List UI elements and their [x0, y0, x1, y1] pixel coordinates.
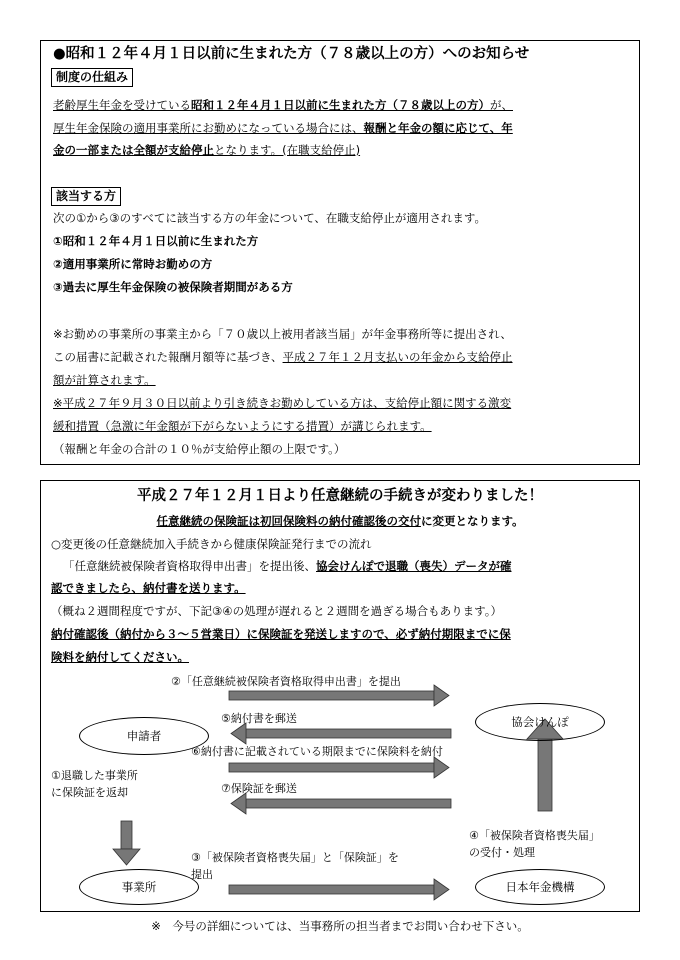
step6-label: ⑥納付書に記載されている期限までに保険料を納付: [191, 745, 443, 758]
step1-label-line2: に保険証を返却: [51, 786, 128, 799]
applicable-intro: 次の①から③のすべてに該当する方の年金について、在職支給停止が適用されます。: [53, 211, 487, 225]
continuation-notice-box: [40, 480, 640, 912]
condition-1: ①昭和１２年４月１日以前に生まれた方: [53, 234, 259, 248]
flow-diagram: [41, 481, 639, 911]
continuation-subtitle: 任意継続の保険証は初回保険料の納付確認後の交付に変更となります。: [156, 514, 524, 528]
step3-label-line2: 提出: [191, 868, 213, 881]
system-label: 制度の仕組み: [51, 68, 133, 87]
step7-label: ⑦保険証を郵送: [221, 782, 297, 795]
step7-arrow: [231, 793, 451, 814]
applicant-node: 申請者: [79, 717, 209, 755]
kyokai-node: 協会けんぽ: [475, 703, 605, 741]
note1-line2: この届書に記載された報酬月額等に基づき、平成２７年１２月支払いの年金から支給停止: [53, 350, 513, 364]
nenkin-node: 日本年金機構: [475, 869, 605, 905]
footer-note: ※ 今号の詳細については、当事務所の担当者までお問い合わせ下さい。: [151, 919, 529, 933]
step1-label-line1: ①退職した事業所: [51, 769, 138, 782]
step5-label: ⑤納付書を郵送: [221, 712, 297, 725]
note2-line2: 緩和措置（急激に年金額が下がらないようにする措置）が講じられます。: [53, 419, 432, 433]
step4-label-line1: ④「被保険者資格喪失届」: [469, 829, 600, 842]
step3-label-line1: ③「被保険者資格喪失届」と「保険証」を: [191, 851, 399, 864]
note1-line3: 額が計算されます。: [53, 373, 156, 387]
note2-line3: （報酬と年金の合計の１０％が支給停止額の上限です。）: [53, 442, 346, 456]
system-paragraph-line2: 厚生年金保険の適用事業所にお勤めになっている場合には、報酬と年金の額に応じて、年: [53, 121, 513, 135]
note2-line1: ※平成２７年９月３０日以前より引き続きお勤めしている方は、支給停止額に関する激変: [53, 396, 512, 410]
flow-paragraph-line4: 納付確認後（納付から３～５営業日）に保険証を発送しますので、必ず納付期限までに保: [51, 627, 511, 641]
system-paragraph-line3: 金の一部または全額が支給停止となります。(在職支給停止): [53, 143, 361, 157]
condition-3: ③過去に厚生年金保険の被保険者期間がある方: [53, 280, 293, 294]
condition-2: ②適用事業所に常時お勤めの方: [53, 257, 213, 271]
step3-arrow: [229, 879, 449, 900]
pension-notice-box: [40, 40, 640, 465]
step6-arrow: [229, 757, 449, 778]
flow-paragraph-line5: 険料を納付してください。: [51, 650, 189, 664]
note1-line1: ※お勤めの事業所の事業主から「７０歳以上被用者該当届」が年金事務所等に提出され、: [53, 327, 512, 341]
notice-title: ●昭和１２年４月１日以前に生まれた方（７８歳以上の方）へのお知らせ: [53, 46, 530, 62]
step2-label: ②「任意継続被保険者資格取得申出書」を提出: [171, 675, 401, 688]
flow-paragraph-line3: （概ね２週間程度ですが、下記③④の処理が遅れると２週間を過ぎる場合もあります。）: [51, 604, 502, 618]
flow-heading: ○変更後の任意継続加入手続きから健康保険証発行までの流れ: [51, 537, 372, 551]
office-node: 事業所: [79, 869, 199, 905]
flow-paragraph-line2: 認できましたら、納付書を送ります。: [51, 581, 246, 595]
system-paragraph-line1: 老齢厚生年金を受けている昭和１２年４月１日以前に生まれた方（７８歳以上の方）が、: [53, 98, 513, 112]
step4-label-line2: の受付・処理: [469, 846, 535, 859]
flow-paragraph-line1: 「任意継続被保険者資格取得申出書」を提出後、協会けんぽで退職（喪失）データが確: [63, 559, 512, 573]
step5-arrow: [231, 723, 451, 744]
step1-arrow: [113, 821, 140, 865]
applicable-label: 該当する方: [51, 187, 121, 206]
continuation-title: 平成２７年１２月１日より任意継続の手続きが変わりました！: [137, 488, 543, 504]
